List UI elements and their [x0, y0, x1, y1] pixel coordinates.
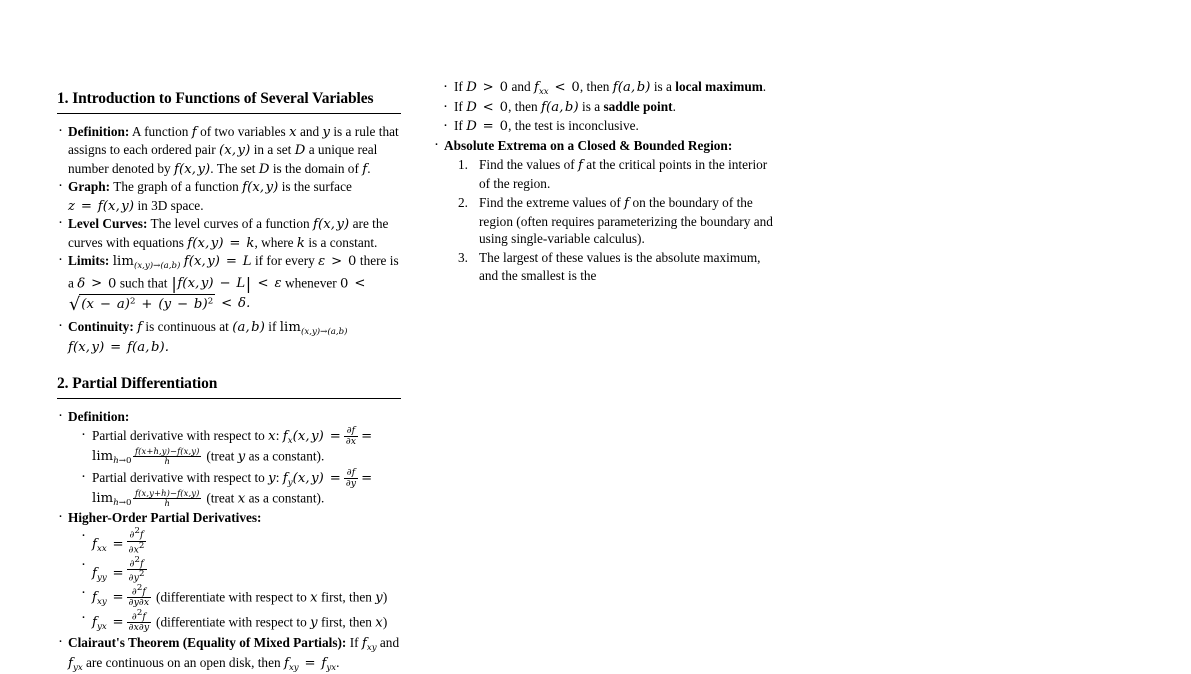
sublist-item-fxy: [81, 584, 402, 609]
limits-text-1: if for every: [254, 253, 315, 269]
term-definition: Definition:: [68, 123, 130, 139]
math-fxy-fraction: $\frac{\partial 2f}{\partial y\partial x}$: [128, 582, 150, 609]
list-item-definition: [57, 123, 402, 179]
case2-text-3: is a: [582, 99, 601, 115]
list-item-absolute-extrema: [433, 137, 778, 285]
math-fab-2: f(a, b): [540, 100, 579, 116]
math-fxy-graph: f(x, y): [242, 180, 279, 196]
section-2-heading: 2. Partial Differentiation: [57, 375, 218, 393]
pd-y-text-1: Partial derivative with respect to: [92, 469, 265, 485]
math-D-lt-0: D < 0: [466, 100, 509, 116]
math-y-const: y: [237, 449, 246, 465]
section-partial-differentiation: [57, 375, 402, 674]
definition-text-7: . The set: [210, 160, 256, 176]
pd-x-text-1: Partial derivative with respect to: [92, 427, 265, 443]
absolute-extrema-steps: [444, 156, 778, 284]
math-y: y: [322, 124, 331, 140]
step2-text-2: on the boundary of the region (often requires parameterizing the boundary and using single-variable calculus).: [479, 194, 773, 247]
pd-x-text-2: (treat: [206, 448, 235, 464]
list-item-higher-order: [57, 509, 402, 633]
math-fxy-clairaut: $f_{xy}$: [361, 635, 377, 653]
math-D-2: D: [258, 161, 270, 177]
math-fxy-equals-fyx: $f_{xy} = f_{yx}$: [283, 655, 337, 673]
math-fy-def: $f_y(x$, y) =: [282, 470, 341, 488]
clairaut-text-3: are continuous on an open disk, then: [86, 654, 281, 670]
term-absolute-extrema: Absolute Extrema on a Closed & Bounded Region:: [444, 137, 733, 153]
pd-y-text-2: (treat: [206, 490, 235, 506]
definition-text-5: in a set: [253, 142, 292, 158]
math-limit-cont: $\lim_{(x,y)\to(a,b)}$: [279, 319, 348, 337]
case-local-maximum: [443, 78, 778, 98]
step1-text-2: at the critical points in the interior of the region.: [479, 157, 768, 191]
level-text-3: , where: [254, 234, 294, 250]
section-2-list: [57, 408, 402, 674]
math-f-cont: f: [137, 319, 143, 335]
pd-definition-sublist: [68, 426, 402, 510]
math-fxy-equals-k: f(x, y) = k: [187, 235, 255, 251]
term-limits: Limits:: [68, 253, 110, 269]
term-clairaut: Clairaut's Theorem (Equality of Mixed Partials):: [68, 634, 347, 650]
math-abs-f-minus-L: |f(x, y) − L| < ε: [171, 273, 282, 293]
math-f: f: [191, 124, 197, 140]
level-text-4: is a constant.: [308, 234, 378, 250]
math-x-first: x: [310, 590, 318, 606]
math-x: x: [289, 124, 297, 140]
list-item-pd-definition: [57, 408, 402, 510]
math-fyx-second: $f_{yx}$ =: [92, 615, 124, 633]
math-f-step1: f: [577, 158, 583, 174]
higher-order-sublist: [68, 527, 402, 633]
pd-x-text-3: as a constant).: [248, 448, 325, 464]
term-higher-order: Higher-Order Partial Derivatives:: [68, 510, 262, 526]
step1-text-1: Find the values of: [479, 157, 575, 173]
level-text-1: The level curves of a function: [150, 216, 310, 232]
math-k: k: [296, 235, 305, 251]
sublist-item-fyy: [81, 556, 402, 584]
section-2-rule: [57, 398, 401, 399]
case2-text-1: If: [454, 99, 463, 115]
graph-text-3: in 3D space.: [137, 197, 204, 213]
math-fxy-equals-fab: f(x, y) = f(a, b).: [68, 339, 170, 355]
case1-text-4: is a: [653, 79, 672, 94]
math-lt-delta: < δ.: [221, 295, 251, 311]
math-fxy: f(x, y): [173, 161, 211, 177]
math-fxy-equals-L: f(x, y) = L: [183, 254, 252, 270]
math-fyy-fraction: $\frac{\partial 2f}{\partial y2}$: [128, 554, 145, 584]
math-fxy-level: f(x, y): [312, 217, 350, 233]
graph-text-2: is the surface: [281, 179, 352, 195]
clairaut-text-1: If: [349, 634, 359, 650]
limits-text-4: whenever: [285, 275, 337, 290]
label-local-maximum: local maximum: [675, 79, 763, 94]
math-x-then: x: [375, 615, 383, 631]
section-1-heading: 1. Introduction to Functions of Several Variables: [57, 90, 374, 107]
math-zero-lt: 0 <: [340, 276, 366, 291]
definition-text-1: A function: [131, 123, 189, 139]
term-pd-definition: Definition:: [68, 408, 130, 424]
case1-text-3: , then: [579, 79, 610, 94]
math-fxy-second: $f_{xy}$ =: [92, 590, 124, 608]
definition-text-2: of two variables: [200, 123, 286, 139]
step-1: [458, 156, 778, 193]
list-item-continuity: [57, 318, 402, 357]
label-saddle-point: saddle point: [603, 99, 673, 115]
continuity-text-1: is continuous at: [145, 318, 229, 334]
case2-text-2: , then: [508, 99, 538, 115]
math-f-step2: f: [624, 195, 630, 211]
list-item-clairaut: [57, 634, 402, 674]
math-fyx-fraction: $\frac{\partial 2f}{\partial x\partial y}$: [128, 607, 150, 634]
math-lim-h-0-y: $\lim_{h\to 0}$: [92, 491, 132, 508]
math-partial-f-partial-y: $\frac{\partial f}{\partial y}$: [345, 466, 357, 489]
math-D: D: [294, 143, 306, 159]
term-continuity: Continuity:: [68, 318, 134, 334]
list-item-limits: [57, 252, 402, 317]
section-introduction: [57, 90, 402, 356]
definition-text-4: is a rule that assigns to each ordered pair: [68, 123, 399, 158]
case3-text-2: , the test is inconclusive.: [508, 117, 639, 133]
definition-text-9: .: [367, 160, 371, 176]
definition-text-6: a unique real number denoted by: [68, 142, 378, 176]
clairaut-text-4: .: [336, 654, 340, 670]
fxy-note-2: first, then: [320, 589, 372, 605]
list-item-level-curves: [57, 215, 402, 252]
math-limit-expression: $\lim_{(x,y)\to(a,b)}$: [112, 254, 181, 272]
pd-y-text-3: as a constant).: [248, 490, 325, 506]
math-f-2: f: [362, 161, 368, 177]
graph-text-1: The graph of a function: [113, 179, 239, 195]
sublist-item-fxx: [81, 527, 402, 555]
step-3: [458, 249, 778, 285]
section-1-list: [57, 123, 402, 357]
clairaut-text-2: and: [379, 634, 400, 650]
math-fyx-clairaut: $f_{yx}$: [68, 655, 83, 673]
math-lim-h-0-x: $\lim_{h\to 0}$: [92, 449, 132, 466]
second-derivative-test-cases: [433, 78, 778, 136]
case-inconclusive: [443, 117, 778, 136]
level-text-2: are the curves with equations: [68, 216, 389, 250]
sublist-item-pd-y: · Partial derivative with respect to y: $f_y(x$, y) = $\frac{\partial f}{\partial y}$ = $\lim_{h\to 0}$ $\frac{f(x,y+h)-f(x,y)}{h}$ (treat x as a constant).: [81, 468, 402, 510]
limits-text-2: there is a: [68, 253, 399, 290]
math-fab-1: f(a, b): [612, 80, 651, 95]
math-y-then: y: [375, 590, 383, 606]
fyx-note-2: first, then: [321, 614, 372, 630]
math-z-equals: z = f(x, y): [68, 198, 135, 214]
definition-text-3: and: [299, 123, 320, 139]
math-difference-quotient-y: $\frac{f(x,y+h)-f(x,y)}{h}$: [134, 487, 200, 508]
fxy-note-1: (differentiate with respect to: [156, 589, 307, 605]
term-graph: Graph:: [68, 179, 111, 195]
section-1-rule: [57, 113, 401, 114]
math-partial-f-partial-x: $\frac{\partial f}{\partial x}$: [345, 424, 357, 447]
math-ordered-pair: (x, y): [219, 143, 251, 159]
math-epsilon-gt-0: ε > 0: [318, 254, 357, 270]
limits-text-3: such that: [119, 275, 168, 290]
sublist-item-fyx: [81, 609, 402, 634]
case3-text-1: If: [454, 117, 463, 133]
case2-text-4: .: [672, 99, 676, 115]
case1-text-5: .: [762, 79, 767, 94]
math-sqrt-distance: $√(x - a)^2 + (y - b)^2$: [69, 295, 214, 316]
math-difference-quotient-x: $\frac{f(x+h,y)-f(x,y)}{h}$: [134, 445, 200, 466]
absolute-extrema-section: [433, 137, 778, 285]
term-level-curves: Level Curves:: [68, 216, 148, 232]
continuity-text-2: if: [268, 318, 277, 334]
math-y-first: y: [310, 615, 318, 631]
math-x-const: x: [237, 491, 246, 507]
math-fyy: $f_{yy}$ =: [92, 565, 124, 583]
case-saddle-point: [443, 98, 778, 117]
math-fxx-lt-0: $f_{xx} < 0$: [533, 80, 580, 97]
math-x-wrt: x: [268, 428, 276, 444]
definition-text-8: is the domain of: [272, 160, 359, 176]
math-delta-gt-0: δ > 0: [77, 276, 117, 291]
math-y-wrt: y: [268, 470, 276, 486]
fxy-note-3: ): [382, 589, 388, 605]
sublist-item-pd-x: · Partial derivative with respect to x: $f_x(x$, y) = $\frac{\partial f}{\partial x}$ = $\lim_{h\to 0}$ $\frac{f(x+h,y)-f(x,y)}{h}$ (treat y as a constant).: [81, 426, 402, 468]
right-column: [433, 0, 778, 286]
step3-text: The largest of these values is the absolute maximum, and the smallest is the: [479, 250, 761, 283]
step2-text-1: Find the extreme values of: [479, 194, 621, 210]
case1-text-2: and: [511, 79, 531, 94]
math-fxx-fraction: $\frac{\partial 2f}{\partial x2}$: [128, 526, 145, 556]
list-item-graph: [57, 178, 402, 215]
math-D-eq-0: D = 0: [466, 118, 509, 134]
case1-text-1: If: [454, 79, 463, 94]
fyx-note-3: ): [382, 614, 388, 630]
math-point-ab: (a, b): [232, 319, 265, 335]
fyx-note-1: (differentiate with respect to: [156, 614, 307, 630]
math-fx-def: $f_x(x$, y) =: [282, 428, 341, 446]
math-D-gt-0: D > 0: [466, 80, 509, 95]
math-fxx: $f_{xx}$ =: [92, 537, 124, 554]
step-2: [458, 194, 778, 248]
left-column: [57, 0, 402, 674]
